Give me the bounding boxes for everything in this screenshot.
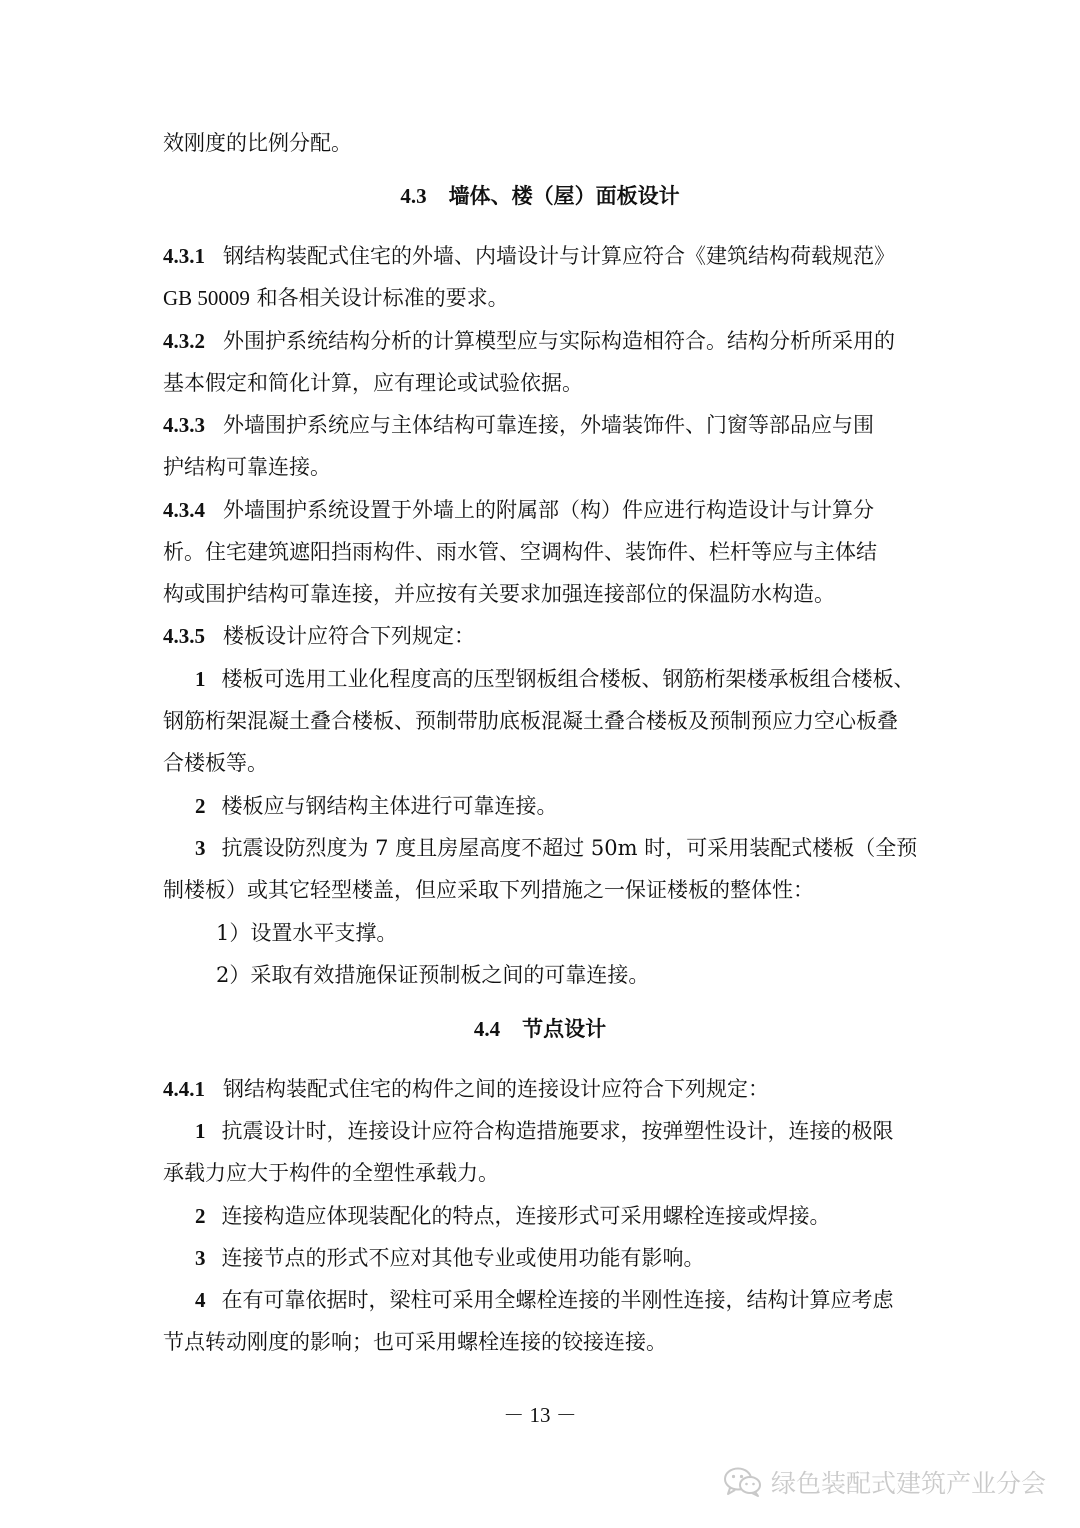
section-heading-4-3 xyxy=(0,181,1080,211)
item-text: 抗震设防烈度为 7 度且房屋高度不超过 50m 时，可采用装配式楼板（全预 xyxy=(221,836,918,860)
clause-4-3-5 xyxy=(163,621,943,651)
list-item-1 xyxy=(195,1116,975,1146)
list-item-4 xyxy=(195,1285,975,1315)
section-title: 墙体、楼（屋）面板设计 xyxy=(448,183,680,208)
item-text: 连接构造应体现装配化的特点，连接形式可采用螺栓连接或焊接。 xyxy=(221,1204,831,1228)
clause-text: 楼板设计应符合下列规定： xyxy=(223,624,475,648)
sub-item-1: 1）设置水平支撑。 xyxy=(216,921,398,945)
paragraph-line: 节点转动刚度的影响；也可采用螺栓连接的铰接连接。 xyxy=(163,1330,667,1354)
paragraph-line: 效刚度的比例分配。 xyxy=(163,131,352,155)
clause-text: 外围护系统结构分析的计算模型应与实际构造相符合。结构分析所采用的 xyxy=(223,329,895,353)
clause-number: 4.3.3 xyxy=(163,413,205,437)
item-number: 4 xyxy=(195,1288,206,1312)
clause-4-3-1 xyxy=(163,241,943,271)
paragraph-line: 制楼板）或其它轻型楼盖，但应采取下列措施之一保证楼板的整体性： xyxy=(163,878,814,902)
item-text: 连接节点的形式不应对其他专业或使用功能有影响。 xyxy=(221,1246,705,1270)
paragraph-line: 钢筋桁架混凝土叠合楼板、预制带肋底板混凝土叠合楼板及预制预应力空心板叠 xyxy=(163,709,898,733)
item-text: 抗震设计时，连接设计应符合构造措施要求，按弹塑性设计，连接的极限 xyxy=(221,1119,894,1143)
list-item-3 xyxy=(195,833,975,863)
section-number: 4.4 xyxy=(473,1017,501,1041)
item-text: 楼板可选用工业化程度高的压型钢板组合楼板、钢筋桁架楼承板组合楼板、 xyxy=(221,667,915,691)
item-number: 1 xyxy=(195,1119,206,1143)
section-title: 节点设计 xyxy=(522,1016,607,1041)
item-number: 2 xyxy=(195,794,206,818)
clause-text: 钢结构装配式住宅的外墙、内墙设计与计算应符合《建筑结构荷载规范》 xyxy=(223,244,895,268)
paragraph-line: 构或围护结构可靠连接，并应按有关要求加强连接部位的保温防水构造。 xyxy=(163,582,835,606)
clause-4-4-1 xyxy=(163,1074,943,1104)
clause-number: 4.3.4 xyxy=(163,498,205,522)
paragraph-line: 合楼板等。 xyxy=(163,751,268,775)
item-number: 3 xyxy=(195,836,206,860)
paragraph-line: 承载力应大于构件的全塑性承载力。 xyxy=(163,1161,499,1185)
paragraph-line: 析。住宅建筑遮阳挡雨构件、雨水管、空调构件、装饰件、栏杆等应与主体结 xyxy=(163,540,877,564)
list-item-2 xyxy=(195,791,975,821)
clause-number: 4.4.1 xyxy=(163,1077,205,1101)
clause-4-3-2 xyxy=(163,326,943,356)
clause-number: 4.3.1 xyxy=(163,244,205,268)
section-heading-4-4 xyxy=(0,1014,1080,1044)
list-item-1 xyxy=(195,664,975,694)
clause-text: 外墙围护系统设置于外墙上的附属部（构）件应进行构造设计与计算分 xyxy=(223,498,874,522)
clause-number: 4.3.5 xyxy=(163,624,205,648)
paragraph-line: 护结构可靠连接。 xyxy=(163,455,331,479)
paragraph-line xyxy=(163,283,943,313)
wechat-icon xyxy=(723,1466,763,1498)
clause-text: 和各相关设计标准的要求。 xyxy=(249,286,509,310)
list-item-2 xyxy=(195,1201,975,1231)
section-number: 4.3 xyxy=(400,184,427,208)
item-text: 楼板应与钢结构主体进行可靠连接。 xyxy=(221,794,558,818)
item-text: 在有可靠依据时，梁柱可采用全螺栓连接的半刚性连接，结构计算应考虑 xyxy=(221,1288,894,1312)
clause-text: 钢结构装配式住宅的构件之间的连接设计应符合下列规定： xyxy=(223,1077,769,1101)
watermark xyxy=(723,1462,1046,1502)
watermark-text: 绿色装配式建筑产业分会 xyxy=(770,1469,1046,1498)
standard-code: GB 50009 xyxy=(163,286,250,310)
item-number: 1 xyxy=(195,667,206,691)
clause-number: 4.3.2 xyxy=(163,329,205,353)
clause-4-3-4 xyxy=(163,495,943,525)
paragraph-line: 基本假定和简化计算，应有理论或试验依据。 xyxy=(163,371,583,395)
list-item-3 xyxy=(195,1243,975,1273)
page-number: － 13 － xyxy=(503,1403,577,1427)
clause-text: 外墙围护系统应与主体结构可靠连接，外墙装饰件、门窗等部品应与围 xyxy=(223,413,874,437)
clause-4-3-3 xyxy=(163,410,943,440)
item-number: 2 xyxy=(195,1204,206,1228)
item-number: 3 xyxy=(195,1246,206,1270)
sub-item-2: 2）采取有效措施保证预制板之间的可靠连接。 xyxy=(216,963,650,987)
